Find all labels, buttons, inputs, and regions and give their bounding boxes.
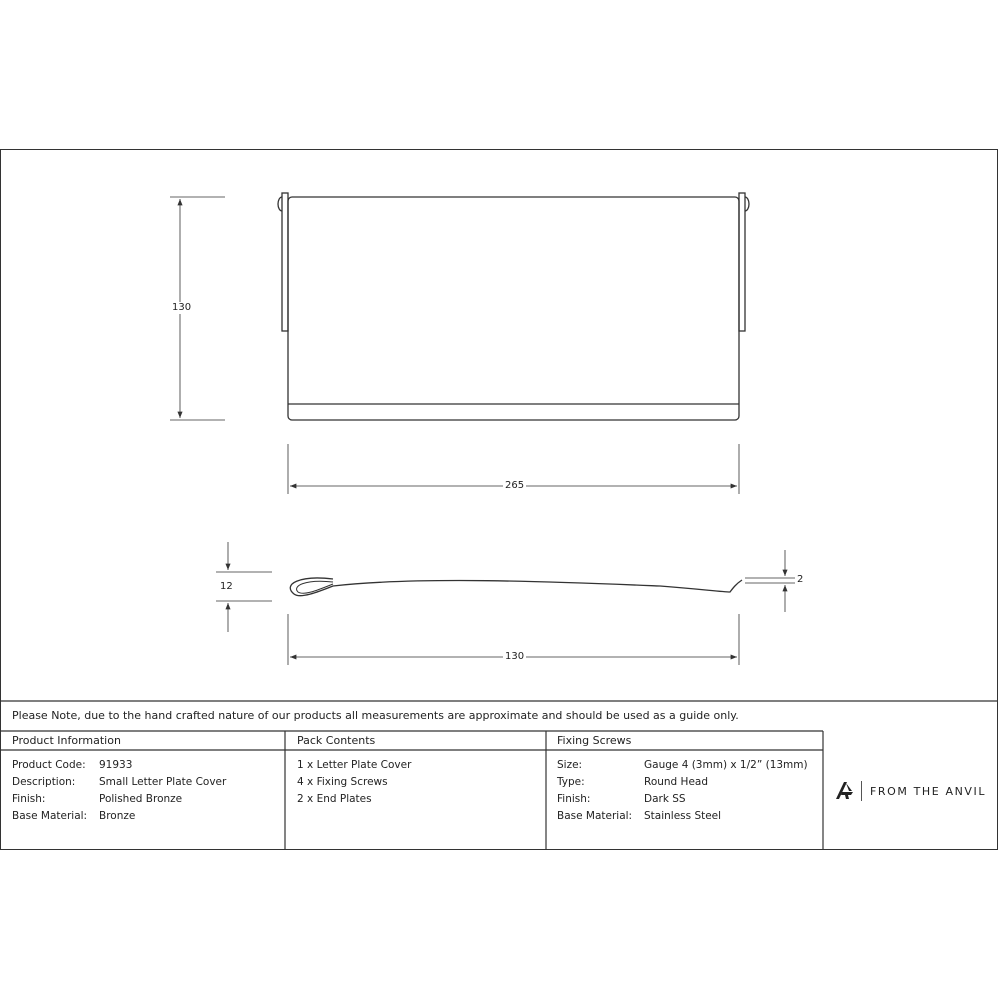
- finish-value: Polished Bronze: [99, 793, 183, 805]
- dimension-label-width: 265: [505, 480, 525, 491]
- logo-separator: [861, 781, 862, 801]
- product-info-values: [99, 757, 226, 825]
- base-material-value: Bronze: [99, 810, 136, 822]
- screw-size-value: Gauge 4 (3mm) x 1/2” (13mm): [644, 759, 808, 771]
- dimension-label-profile-depth: 130: [505, 651, 525, 662]
- screw-base-material-label: Base Material:: [557, 810, 633, 822]
- product-code-value: 91933: [99, 759, 133, 771]
- fixing-screws-values: [644, 757, 808, 825]
- dimension-label-height: 130: [172, 302, 192, 313]
- screw-type-label: Type:: [557, 776, 585, 788]
- fixing-screws-header: Fixing Screws: [557, 734, 632, 747]
- product-info-labels: [12, 757, 87, 825]
- dimension-label-lip: 2: [797, 574, 804, 585]
- dimension-label-profile-height: 12: [220, 581, 233, 592]
- plate-outline: [288, 197, 739, 420]
- pack-item: 1 x Letter Plate Cover: [297, 759, 412, 771]
- screw-finish-value: Dark SS: [644, 793, 686, 805]
- screw-size-label: Size:: [557, 759, 583, 771]
- front-view: [278, 193, 749, 420]
- pack-item: 4 x Fixing Screws: [297, 776, 388, 788]
- right-end-plate: [739, 193, 745, 331]
- pack-item: 2 x End Plates: [297, 793, 372, 805]
- brand-name: FROM THE ANVIL: [870, 784, 987, 798]
- profile-curl-inner: [297, 581, 333, 593]
- left-end-plate: [282, 193, 288, 331]
- measurement-note: Please Note, due to the hand crafted nature of our products all measurements are approximate and should be used as a guide only.: [12, 709, 739, 722]
- side-profile: [290, 578, 742, 596]
- screw-type-value: Round Head: [644, 776, 709, 788]
- product-info-header: Product Information: [12, 734, 121, 747]
- base-material-label: Base Material:: [12, 810, 88, 822]
- lip-dimension: [745, 550, 795, 612]
- finish-label: Finish:: [12, 793, 46, 805]
- description-label: Description:: [12, 776, 76, 788]
- brand-logo: [833, 780, 986, 802]
- description-value: Small Letter Plate Cover: [99, 776, 227, 788]
- fixing-screws-labels: [557, 757, 632, 825]
- pack-contents-list: [297, 757, 411, 808]
- product-code-label: Product Code:: [12, 759, 86, 771]
- pack-contents-header: Pack Contents: [297, 734, 376, 747]
- screw-base-material-value: Stainless Steel: [644, 810, 722, 822]
- screw-finish-label: Finish:: [557, 793, 591, 805]
- profile-curve-outer: [290, 578, 742, 596]
